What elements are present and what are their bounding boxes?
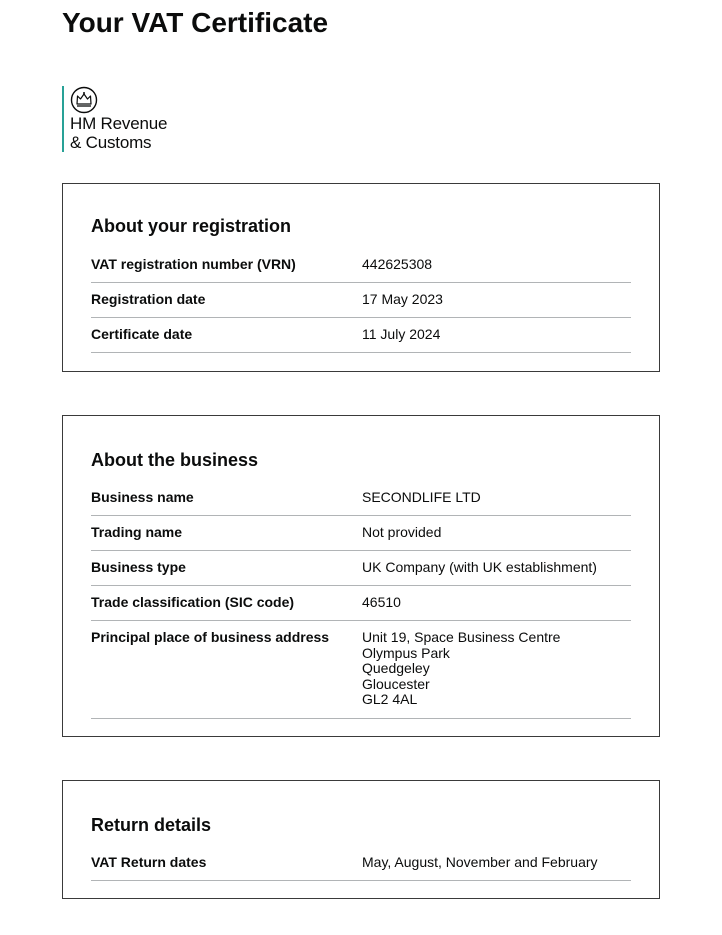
row-value: SECONDLIFE LTD [362,489,481,505]
row-value: 11 July 2024 [362,326,441,342]
row-key: Principal place of business address [91,629,330,645]
row-value: 17 May 2023 [362,291,443,307]
row-value: 46510 [362,594,401,610]
registration-heading: About your registration [91,216,292,236]
address-row [91,621,631,719]
row-value: May, August, November and February [362,854,598,870]
address-line: Olympus Park [362,644,450,661]
address-value [362,630,631,718]
row-key: Business type [91,559,186,575]
crown-icon [70,86,98,114]
logo-line-1: HM Revenue [70,114,168,133]
summary-row [91,247,631,283]
hmrc-logo [62,86,167,152]
row-value: Not provided [362,524,442,540]
summary-row [91,481,631,516]
row-key: VAT registration number (VRN) [91,256,296,272]
row-value: UK Company (with UK establishment) [362,559,597,575]
row-key: Trading name [91,524,183,540]
row-key: Certificate date [91,326,193,342]
business-panel [62,415,660,737]
returns-panel [62,780,660,899]
logo-line-2: & Customs [70,133,152,152]
summary-row [91,586,631,621]
summary-row [91,551,631,586]
row-key: Trade classification (SIC code) [91,594,295,610]
returns-heading: Return details [91,815,212,835]
business-heading: About the business [91,450,259,470]
page-title: Your VAT Certificate [62,7,329,38]
address-line: Gloucester [362,675,430,692]
address-line: Quedgeley [362,660,430,676]
address-line: Unit 19, Space Business Centre [362,629,561,645]
registration-panel [62,183,660,372]
address-line: GL2 4AL [362,691,418,707]
summary-row [91,318,631,353]
row-key: Business name [91,489,194,505]
summary-row [91,283,631,318]
row-key: Registration date [91,291,206,307]
summary-row [91,516,631,551]
summary-row [91,846,631,881]
row-key: VAT Return dates [91,854,207,870]
row-value: 442625308 [362,256,433,272]
